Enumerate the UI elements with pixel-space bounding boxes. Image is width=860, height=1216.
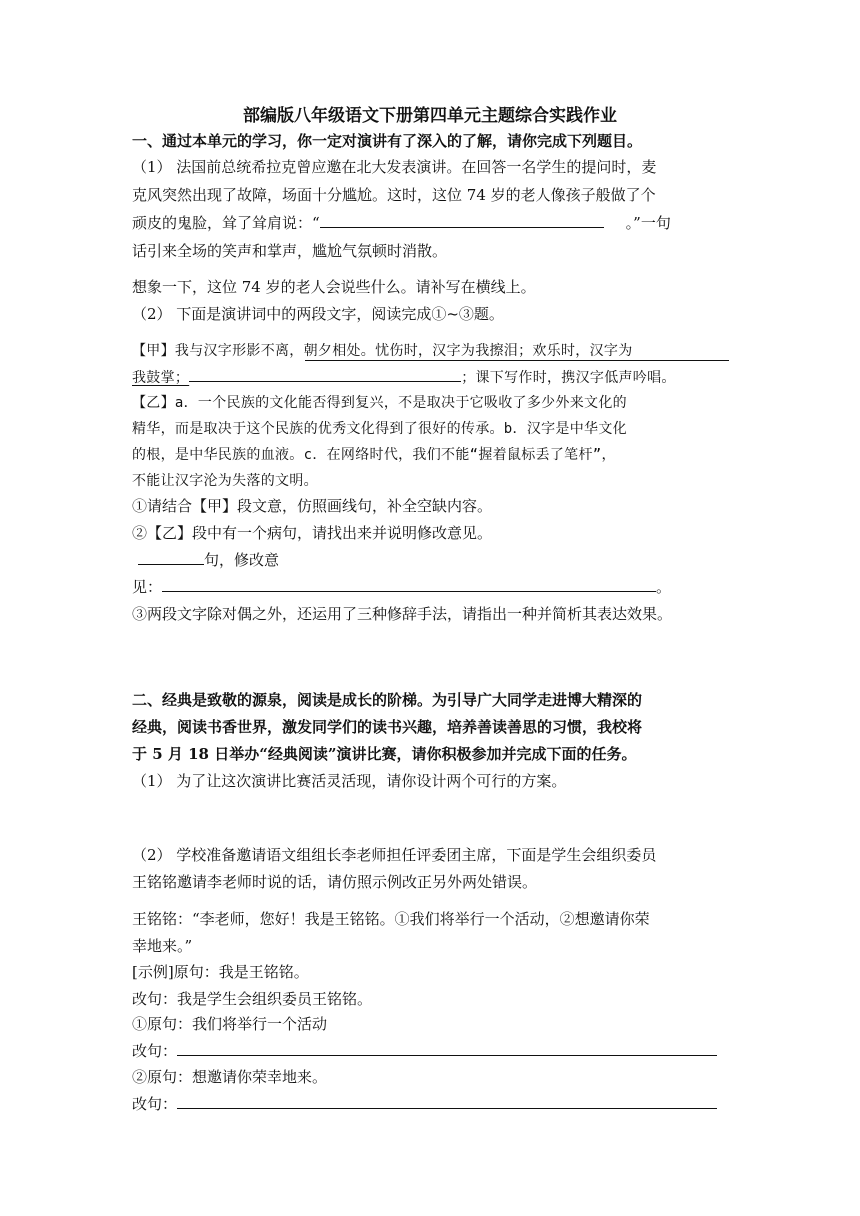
page-title: 部编版八年级语文下册第四单元主题综合实践作业	[243, 106, 617, 126]
answer-blank-item2[interactable]	[177, 1094, 717, 1109]
sub2-answer-line-b	[132, 577, 671, 597]
item1-original: ①原句：我们将举行一个活动	[132, 1015, 328, 1033]
jia-line2-suffix: ；课下写作时，携汉字低声吟唱。	[461, 370, 676, 386]
q2-intro: （2） 下面是演讲词中的两段文字，阅读完成①~③题。	[132, 305, 504, 323]
q1-line3-prefix: 顽皮的鬼脸，耸了耸肩说：“	[132, 214, 320, 232]
s2-question-1: （1） 为了让这次演讲比赛活灵活现，请你设计两个可行的方案。	[132, 772, 567, 790]
section2-heading-line1: 二、经典是致敬的源泉，阅读是成长的阶梯。为引导广大同学走进博大精深的	[132, 691, 643, 709]
jia-line1-text: 【甲】我与汉字形影不离，朝夕相处。忧伤时，汉字为我擦泪；欢乐时，汉字为	[132, 343, 633, 359]
quote-line1: 王铭铭：“李老师，您好！我是王铭铭。①我们将举行一个活动，②想邀请你荣	[132, 910, 650, 928]
sub2-answer-label: 句，修改意	[204, 551, 280, 569]
sub-question-2: ②【乙】段中有一个病句，请找出来并说明修改意见。	[132, 524, 493, 542]
item1-revised	[132, 1041, 717, 1061]
item1-revised-label: 改句：	[132, 1042, 178, 1060]
s2-question-2-line1: （2） 学校准备邀请语文组组长李老师担任评委团主席，下面是学生会组织委员	[132, 846, 657, 864]
sub2-answer-line-a	[132, 550, 279, 570]
jia-line1	[132, 341, 633, 361]
q1-line2: 克风突然出现了故障，场面十分尴尬。这时，这位 74 岁的老人像孩子般做了个	[132, 186, 656, 204]
section2-heading-line2: 经典，阅读书香世界，激发同学们的读书兴趣，培养善读善思的习惯，我校将	[132, 718, 643, 736]
s2-question-2-line2: 王铭铭邀请李老师时说的话，请仿照示例改正另外两处错误。	[132, 873, 538, 891]
answer-blank-jia[interactable]	[189, 367, 461, 382]
quote-line2: 幸地来。”	[132, 937, 193, 955]
yi-line2: 精华，而是取决于这个民族的优秀文化得到了很好的传承。b．汉字是中华文化	[132, 421, 627, 437]
item2-revised-label: 改句：	[132, 1095, 178, 1113]
answer-blank-revision[interactable]	[162, 577, 656, 592]
answer-blank-quote[interactable]	[320, 213, 604, 228]
jia-underline	[305, 360, 729, 361]
sub-question-1: ①请结合【甲】段文意，仿照画线句，补全空缺内容。	[132, 497, 493, 515]
sub-question-3: ③两段文字除对偶之外，还运用了三种修辞手法，请指出一种并简析其表达效果。	[132, 605, 673, 623]
section1-heading: 一、通过本单元的学习，你一定对演讲有了深入的了解，请你完成下列题目。	[132, 132, 643, 150]
jia-line2	[132, 367, 676, 388]
yi-line1: 【乙】a．一个民族的文化能否得到复兴，不是取决于它吸收了多少外来文化的	[132, 395, 627, 411]
q1-line4: 话引来全场的笑声和掌声，尴尬气氛顿时消散。	[132, 242, 448, 260]
q1-instruction: 想象一下，这位 74 岁的老人会说些什么。请补写在横线上。	[132, 278, 536, 296]
yi-line4: 不能让汉字沦为失落的文明。	[132, 473, 318, 489]
answer-blank-sentence[interactable]	[138, 550, 204, 565]
example-original: [示例]原句：我是王铭铭。	[132, 963, 309, 981]
yi-line3: 的根，是中华民族的血液。c．在网络时代，我们不能“握着鼠标丢了笔杆”，	[132, 447, 616, 463]
sub2-answer-label-b: 见：	[132, 578, 163, 596]
answer-blank-item1[interactable]	[177, 1041, 717, 1056]
sub2-answer-end: 。	[656, 578, 672, 596]
example-revised: 改句：我是学生会组织委员王铭铭。	[132, 990, 373, 1008]
item2-revised	[132, 1094, 717, 1114]
section2-heading-line3: 于 5 月 18 日举办“经典阅读”演讲比赛，请你积极参加并完成下面的任务。	[132, 745, 637, 763]
q1-line1: （1） 法国前总统希拉克曾应邀在北大发表演讲。在回答一名学生的提问时，麦	[132, 158, 657, 176]
q1-line3	[132, 213, 671, 233]
q1-line3-suffix: 。”一句	[625, 214, 671, 232]
jia-line2-prefix: 我鼓掌；	[132, 370, 190, 386]
item2-original: ②原句：想邀请你荣幸地来。	[132, 1068, 328, 1086]
